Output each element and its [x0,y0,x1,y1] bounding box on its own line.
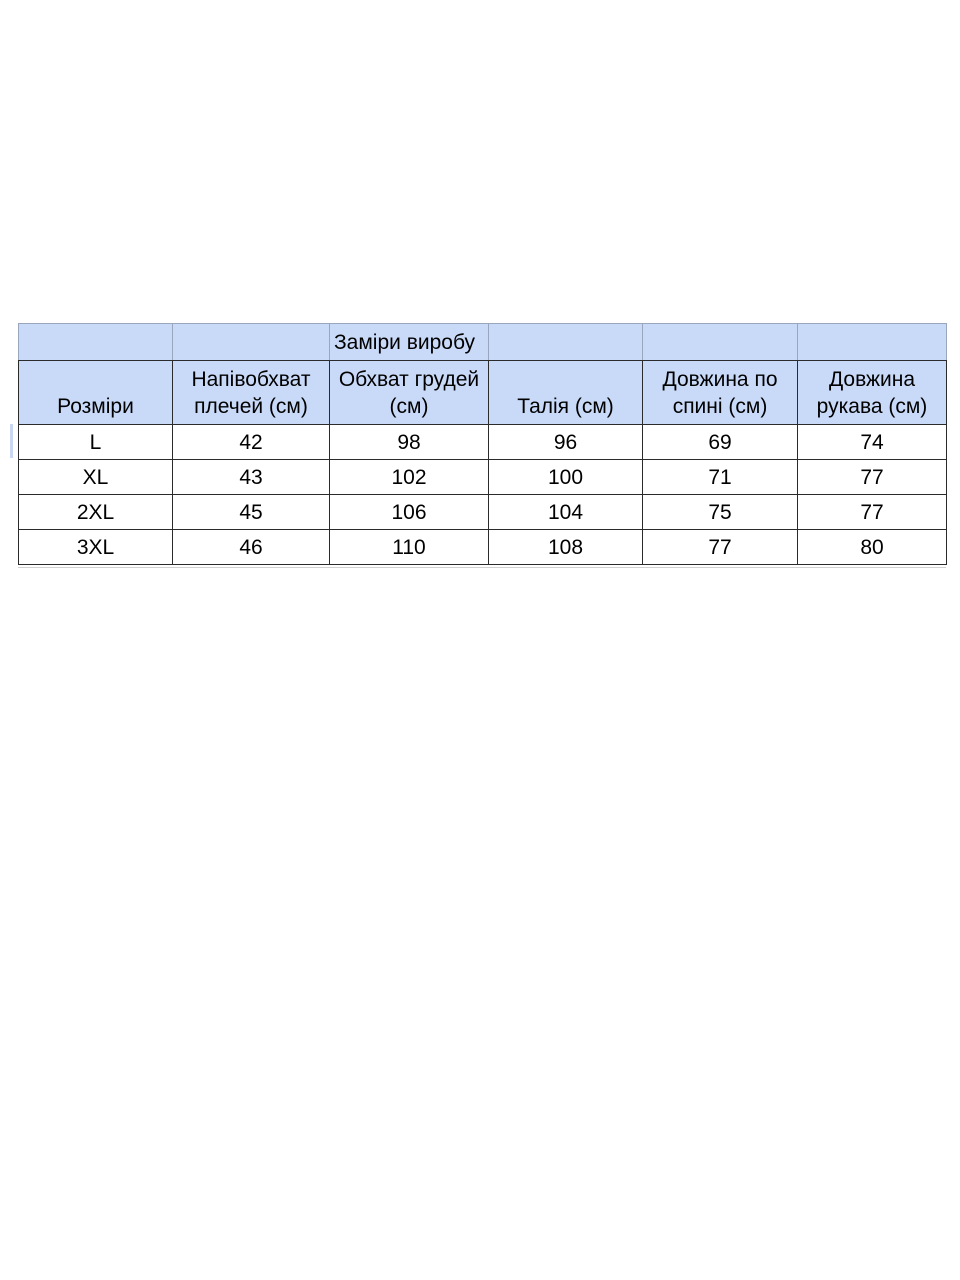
title-row [19,324,947,361]
sheet-gridline [18,567,946,568]
title-cell-empty [173,324,330,361]
header-chest: Обхват грудей (см) [330,361,489,425]
title-cell-empty [643,324,798,361]
title-cell-empty [19,324,173,361]
cell-sleeve-length: 80 [798,530,947,565]
cell-shoulders: 43 [173,460,330,495]
table-row [19,495,947,530]
table-row [19,530,947,565]
table-row [19,460,947,495]
cell-shoulders: 42 [173,425,330,460]
title-cell-empty [489,324,643,361]
cell-back-length: 75 [643,495,798,530]
table-row [19,425,947,460]
table-title: Заміри виробу [330,324,489,361]
cell-chest: 98 [330,425,489,460]
cell-size: XL [19,460,173,495]
cell-back-length: 71 [643,460,798,495]
cell-shoulders: 45 [173,495,330,530]
cell-waist: 96 [489,425,643,460]
header-sleeve-length: Довжина рукава (см) [798,361,947,425]
cell-shoulders: 46 [173,530,330,565]
cell-chest: 106 [330,495,489,530]
cell-chest: 102 [330,460,489,495]
cell-waist: 100 [489,460,643,495]
cell-sleeve-length: 77 [798,460,947,495]
cell-chest: 110 [330,530,489,565]
cell-size: L [19,425,173,460]
size-table [18,323,947,565]
title-cell-empty [798,324,947,361]
cell-sleeve-length: 77 [798,495,947,530]
header-row [19,361,947,425]
cell-waist: 104 [489,495,643,530]
header-waist: Талія (см) [489,361,643,425]
cell-back-length: 77 [643,530,798,565]
header-shoulders: Напівобхват плечей (см) [173,361,330,425]
cell-sleeve-length: 74 [798,425,947,460]
selection-accent [10,424,13,458]
cell-size: 3XL [19,530,173,565]
header-back-length: Довжина по спині (см) [643,361,798,425]
size-chart [18,323,946,565]
cell-waist: 108 [489,530,643,565]
cell-size: 2XL [19,495,173,530]
header-size: Розміри [19,361,173,425]
cell-back-length: 69 [643,425,798,460]
